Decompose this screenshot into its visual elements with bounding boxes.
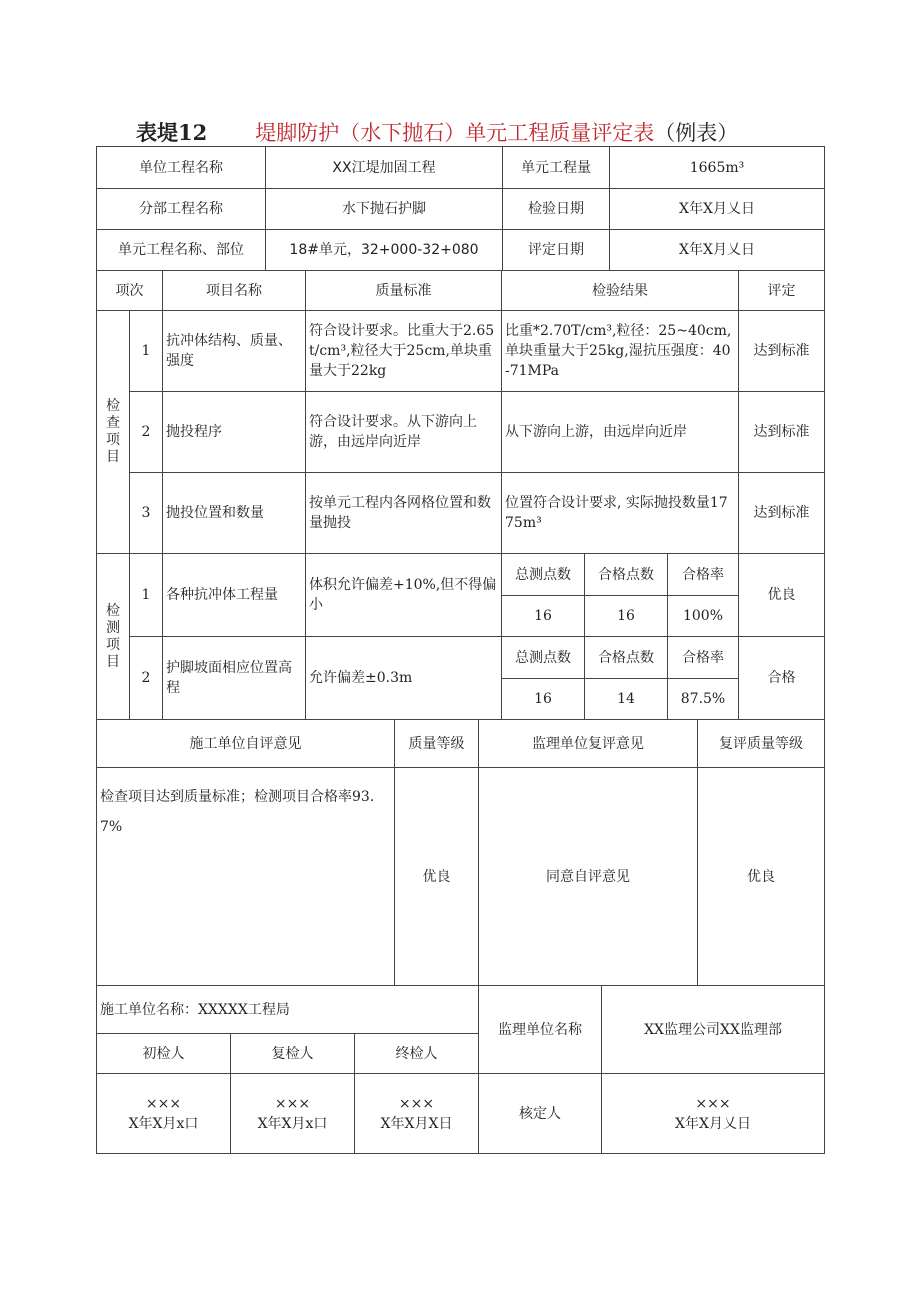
inspection-item-result: 位置符合设计要求, 实际抛投数量1775m³	[502, 473, 739, 554]
info-table	[96, 146, 825, 271]
evaluation-table	[96, 719, 825, 986]
col-total-points: 总测点数	[502, 554, 585, 596]
sub-project-value: 水下抛石护脚	[266, 189, 503, 230]
supervisor-eval-text: 同意自评意见	[479, 768, 698, 986]
approver-name: ×××	[695, 1095, 731, 1112]
inspection-item-name: 抗冲体结构、质量、强度	[163, 311, 306, 392]
measurement-item-no: 2	[130, 637, 163, 720]
measurement-item-no: 1	[130, 554, 163, 637]
pass-rate-value: 87.5%	[668, 679, 739, 720]
header-standard: 质量标准	[306, 271, 502, 311]
example-tag: （例表）	[654, 121, 739, 145]
measurement-item-standard: 体积允许偏差+10%,但不得偏小	[306, 554, 502, 637]
first-inspector-name: ×××	[145, 1095, 182, 1112]
form-name: 堤脚防护（水下抛石）单元工程质量评定表	[255, 121, 655, 145]
regrade-value: 优良	[698, 768, 825, 986]
measurement-item-rating: 优良	[739, 554, 825, 637]
col-pass-rate: 合格率	[668, 554, 739, 596]
second-inspector-date: X年X月x口	[257, 1115, 328, 1132]
final-inspector-date: X年X月X日	[380, 1115, 453, 1132]
header-seq: 项次	[97, 271, 163, 311]
inspection-item-rating: 达到标准	[739, 392, 825, 473]
col-pass-points: 合格点数	[585, 554, 668, 596]
contractor-name: 施工单位名称：XXXXX工程局	[97, 986, 479, 1034]
unit-name-value: 18#单元，32+000-32+080	[266, 230, 503, 271]
inspection-group-label: 检查项目	[97, 311, 130, 554]
self-eval-text: 检查项目达到质量标准；检测项目合格率93.7%	[97, 768, 395, 986]
pass-points-value: 14	[585, 679, 668, 720]
inspection-item-no: 2	[130, 392, 163, 473]
measurement-group-label: 检测项目	[97, 554, 130, 720]
header-rating: 评定	[739, 271, 825, 311]
evaluation-date-label: 评定日期	[503, 230, 610, 271]
unit-quantity-value: 1665m³	[610, 147, 825, 189]
final-inspector-name: ×××	[398, 1095, 435, 1112]
inspection-item-result: 从下游向上游，由远岸向近岸	[502, 392, 739, 473]
first-inspector-sign	[97, 1074, 231, 1154]
approver-sign	[602, 1074, 825, 1154]
col-pass-points: 合格点数	[585, 637, 668, 679]
evaluation-date-value: X年X月乂日	[610, 230, 825, 271]
final-inspector-sign	[355, 1074, 479, 1154]
measurement-item-standard: 允许偏差±0.3m	[306, 637, 502, 720]
first-inspector-date: X年X月x口	[128, 1115, 199, 1132]
total-points-value: 16	[502, 679, 585, 720]
unit-project-value: XX江堤加固工程	[266, 147, 503, 189]
col-total-points: 总测点数	[502, 637, 585, 679]
supervisor-name-label: 监理单位名称	[479, 986, 602, 1074]
pass-points-value: 16	[585, 596, 668, 637]
inspection-item-standard: 按单元工程内各网格位置和数量抛投	[306, 473, 502, 554]
col-pass-rate: 合格率	[668, 637, 739, 679]
inspection-item-rating: 达到标准	[739, 473, 825, 554]
approver-label: 核定人	[479, 1074, 602, 1154]
inspection-item-standard: 符合设计要求。比重大于2.65t/cm³,粒径大于25cm,单块重量大于22kg	[306, 311, 502, 392]
final-inspector-label: 终检人	[355, 1034, 479, 1074]
sub-project-label: 分部工程名称	[97, 189, 266, 230]
inspection-item-no: 1	[130, 311, 163, 392]
inspection-date-label: 检验日期	[503, 189, 610, 230]
inspection-item-rating: 达到标准	[739, 311, 825, 392]
supervisor-eval-label: 监理单位复评意见	[479, 720, 698, 768]
inspection-item-name: 抛投位置和数量	[163, 473, 306, 554]
grade-label: 质量等级	[395, 720, 479, 768]
table-number: 表堤12	[136, 120, 208, 145]
measurement-item-name: 护脚坡面相应位置高程	[163, 637, 306, 720]
pass-rate-value: 100%	[668, 596, 739, 637]
second-inspector-name: ×××	[274, 1095, 311, 1112]
items-table	[96, 270, 825, 720]
measurement-item-name: 各种抗冲体工程量	[163, 554, 306, 637]
inspection-date-value: X年X月乂日	[610, 189, 825, 230]
second-inspector-sign	[231, 1074, 355, 1154]
approver-date: X年X月乂日	[675, 1115, 751, 1132]
header-result: 检验结果	[502, 271, 739, 311]
inspection-item-standard: 符合设计要求。从下游向上游，由远岸向近岸	[306, 392, 502, 473]
unit-quantity-label: 单元工程量	[503, 147, 610, 189]
measurement-item-rating: 合格	[739, 637, 825, 720]
inspection-item-result: 比重*2.70T/cm³,粒径：25~40cm,单块重量大于25kg,湿抗压强度：40-71MPa	[502, 311, 739, 392]
total-points-value: 16	[502, 596, 585, 637]
header-item: 项目名称	[163, 271, 306, 311]
supervisor-name-value: XX监理公司XX监理部	[602, 986, 825, 1074]
grade-value: 优良	[395, 768, 479, 986]
signoff-table	[96, 985, 825, 1154]
unit-name-label: 单元工程名称、部位	[97, 230, 266, 271]
inspection-item-no: 3	[130, 473, 163, 554]
inspection-item-name: 抛投程序	[163, 392, 306, 473]
regrade-label: 复评质量等级	[698, 720, 825, 768]
self-eval-label: 施工单位自评意见	[97, 720, 395, 768]
second-inspector-label: 复检人	[231, 1034, 355, 1074]
unit-project-label: 单位工程名称	[97, 147, 266, 189]
first-inspector-label: 初检人	[97, 1034, 231, 1074]
